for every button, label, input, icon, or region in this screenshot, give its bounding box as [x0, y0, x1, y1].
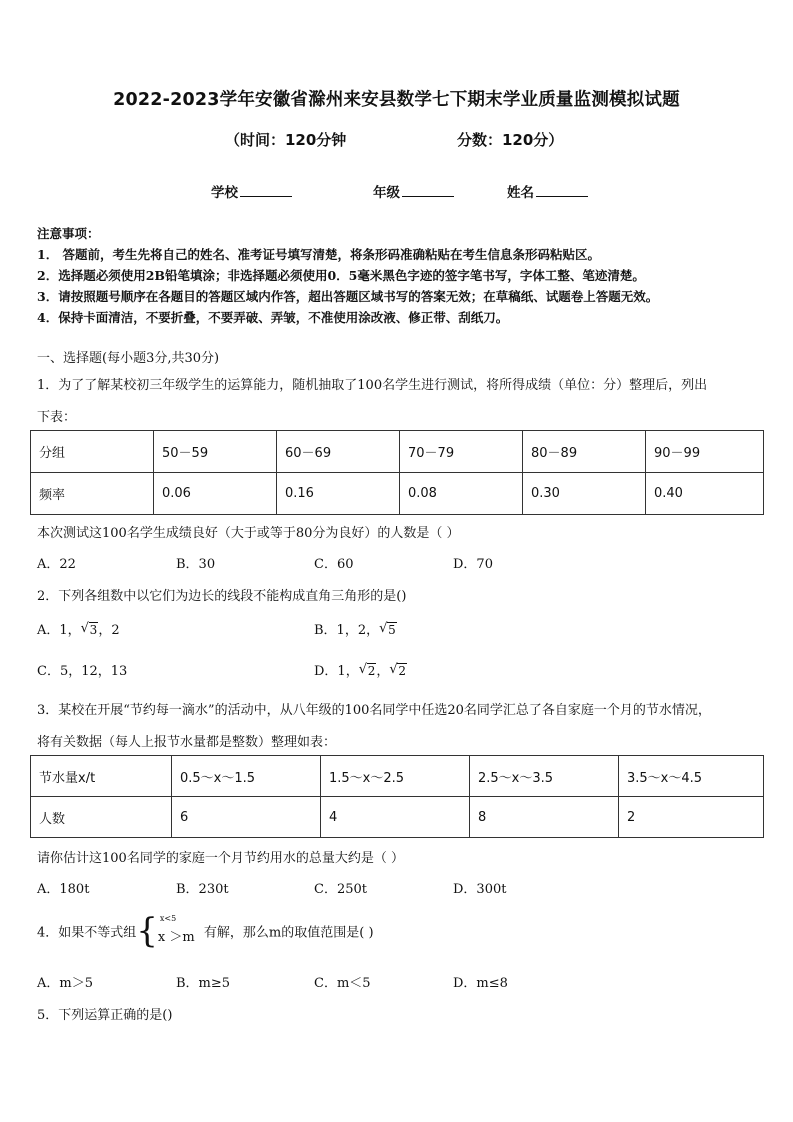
q2-option-a[interactable]	[37, 619, 120, 638]
table-row	[31, 756, 764, 797]
table-cell: 50－59	[154, 431, 277, 473]
radicand: 2	[398, 664, 406, 678]
name-field	[507, 181, 588, 201]
q2-option-d-sep: ，	[376, 664, 390, 679]
table-cell: 人数	[31, 797, 172, 838]
q4-option-c[interactable]: C．m＜5	[314, 976, 371, 991]
q1-score-table	[30, 430, 764, 515]
inequality-system	[158, 914, 204, 948]
name-blank[interactable]	[536, 184, 588, 197]
table-cell: 60－69	[277, 431, 400, 473]
q2-stem: 2．下列各组数中以它们为边长的线段不能构成直角三角形的是()	[37, 589, 407, 604]
sqrt-icon: √ 2	[358, 662, 376, 678]
table-cell: 2.5～x～3.5	[470, 756, 619, 797]
radicand: 5	[388, 623, 396, 637]
q3-water-table	[30, 755, 764, 838]
q4-stem	[37, 911, 374, 951]
exam-time: （时间：120分钟	[225, 131, 347, 149]
sqrt-icon: √ 5	[379, 621, 396, 637]
table-row	[31, 431, 764, 473]
table-cell: 频率	[31, 473, 154, 515]
q2-option-b-prefix: B．1，2，	[314, 623, 380, 638]
sqrt-icon: √ 2	[389, 662, 406, 678]
inequality-line-2: x ＞m	[157, 930, 195, 945]
q4-stem-suffix: 有解，那么m的取值范围是( )	[203, 925, 374, 941]
left-brace-icon: {	[136, 911, 158, 951]
q5-stem: 5．下列运算正确的是()	[37, 1008, 173, 1023]
grade-label: 年级	[373, 185, 400, 201]
note-item-4: 4．保持卡面清洁，不要折叠，不要弄破、弄皱，不准使用涂改液、修正带、刮纸刀。	[37, 310, 509, 325]
q1-option-b[interactable]: B．30	[176, 557, 216, 572]
radicand: 2	[367, 664, 376, 678]
table-cell: 0.06	[154, 473, 277, 515]
table-cell: 0.16	[277, 473, 400, 515]
grade-field	[373, 181, 454, 201]
table-cell: 0.08	[400, 473, 523, 515]
table-cell: 0.30	[523, 473, 646, 515]
table-cell: 0.5～x～1.5	[172, 756, 321, 797]
sqrt-icon: √ 3	[80, 621, 98, 637]
notes-block	[37, 223, 658, 328]
q1-option-a[interactable]: A．22	[37, 557, 76, 572]
table-cell: 节水量x/t	[31, 756, 172, 797]
q3-option-c[interactable]: C．250t	[314, 882, 367, 897]
q3-question: 请你估计这100名同学的家庭一个月节约用水的总量大约是（ ）	[37, 851, 404, 866]
table-cell: 4	[321, 797, 470, 838]
q1-option-c[interactable]: C．60	[314, 557, 354, 572]
table-row	[31, 797, 764, 838]
table-cell: 70－79	[400, 431, 523, 473]
table-row	[31, 473, 764, 515]
table-cell: 1.5～x～2.5	[321, 756, 470, 797]
q3-option-d[interactable]: D．300t	[453, 882, 507, 897]
q2-option-a-prefix: A．1，	[37, 623, 81, 638]
q4-option-d[interactable]: D．m≤8	[453, 976, 508, 991]
q1-question: 本次测试这100名学生成绩良好（大于或等于80分为良好）的人数是（ ）	[37, 526, 460, 541]
q4-stem-prefix: 4．如果不等式组	[37, 925, 137, 941]
exam-score: 分数：120分）	[457, 131, 564, 149]
q2-option-c[interactable]: C．5，12，13	[37, 664, 128, 679]
table-cell: 2	[619, 797, 764, 838]
table-cell: 分组	[31, 431, 154, 473]
notes-heading: 注意事项：	[37, 226, 100, 241]
name-label: 姓名	[507, 185, 534, 201]
q2-option-a-suffix: ，2	[98, 623, 120, 638]
q1-stem-line2: 下表：	[37, 410, 77, 425]
q1-option-d[interactable]: D．70	[453, 557, 493, 572]
school-label: 学校	[211, 185, 238, 201]
q2-option-b[interactable]	[314, 619, 397, 638]
table-cell: 80－89	[523, 431, 646, 473]
note-item-2: 2．选择题必须使用2B铅笔填涂；非选择题必须使用0．5毫米黑色字迹的签字笔书写，字体工整、笔迹清楚。	[37, 268, 645, 283]
table-cell: 0.40	[646, 473, 764, 515]
grade-blank[interactable]	[402, 184, 454, 197]
q3-stem-line2: 将有关数据（每人上报节水量都是整数）整理如表：	[37, 735, 337, 750]
table-cell: 8	[470, 797, 619, 838]
section-heading: 一、选择题(每小题3分,共30分)	[37, 351, 220, 366]
note-item-3: 3．请按照题号顺序在各题目的答题区域内作答，超出答题区域书写的答案无效；在草稿纸、试题卷上答题无效。	[37, 289, 659, 304]
table-cell: 90－99	[646, 431, 764, 473]
q2-option-d-prefix: D．1，	[314, 664, 359, 679]
q4-option-a[interactable]: A．m＞5	[37, 976, 93, 991]
table-cell: 3.5～x～4.5	[619, 756, 764, 797]
q4-option-b[interactable]: B．m≥5	[176, 976, 231, 991]
table-cell: 6	[172, 797, 321, 838]
q3-option-a[interactable]: A．180t	[37, 882, 90, 897]
exam-title: 2022-2023学年安徽省滁州来安县数学七下期末学业质量监测模拟试题	[113, 90, 680, 110]
q2-option-d[interactable]	[314, 660, 407, 679]
q3-option-b[interactable]: B．230t	[176, 882, 229, 897]
q3-stem-line1: 3．某校在开展“节约每一滴水”的活动中，从八年级的100名同学中任选20名同学汇总了各自家庭一个月的节水情况，	[37, 703, 711, 718]
note-item-1: 1． 答题前，考生先将自己的姓名、准考证号填写清楚，将条形码准确粘贴在考生信息条形码粘贴区。	[37, 247, 601, 262]
radicand: 3	[89, 623, 98, 637]
school-field	[211, 181, 292, 201]
inequality-line-1: x<5	[159, 914, 177, 923]
school-blank[interactable]	[240, 184, 292, 197]
q1-stem-line1: 1．为了了解某校初三年级学生的运算能力，随机抽取了100名学生进行测试，将所得成绩（单位：分）整理后，列出	[37, 378, 708, 393]
